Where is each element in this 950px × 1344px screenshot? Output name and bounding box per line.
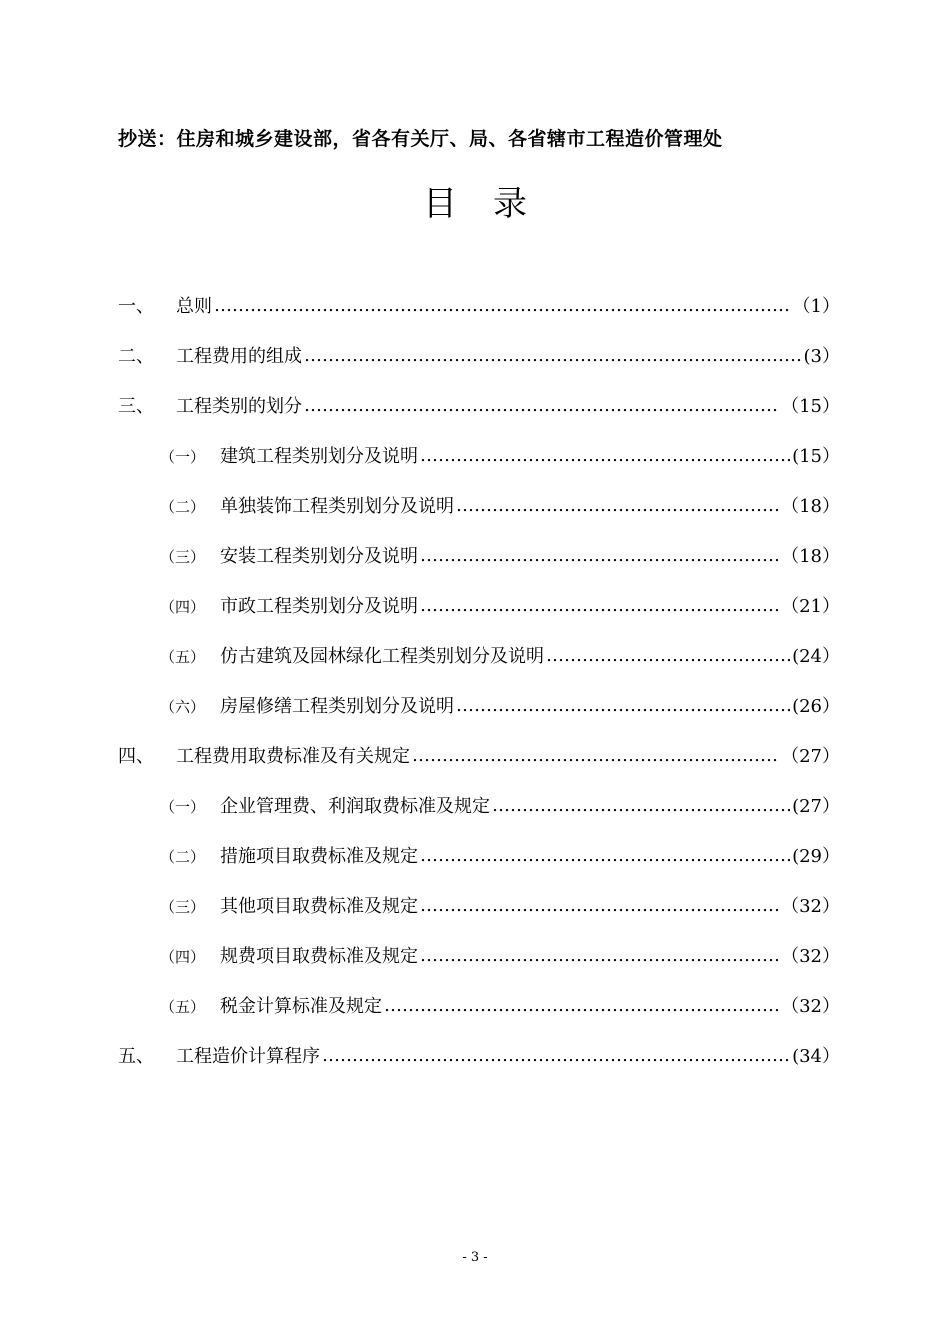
toc-entry-label: 其他项目取费标准及规定 [220,896,418,917]
toc-entry[interactable] [160,992,840,1020]
toc-entry-page: (15） [792,446,840,467]
toc-entry-page: （1） [792,296,840,317]
toc-entry-label: 工程费用取费标准及有关规定 [176,746,410,767]
toc-entry-number: （五） [160,648,206,666]
toc-dot-leader [420,894,779,912]
toc-entry-page: (3） [803,346,840,367]
toc-entry-label: 工程类别的划分 [176,396,302,417]
toc-dot-leader [456,494,779,512]
toc-entry[interactable] [160,892,840,920]
toc-dot-leader [322,1044,790,1062]
toc-entry[interactable] [160,692,840,720]
toc-entry-number: （五） [160,998,206,1016]
toc-entry-number: 四、 [118,746,154,767]
toc-entry-label: 房屋修缮工程类别划分及说明 [220,696,454,717]
toc-entry-label: 工程造价计算程序 [176,1046,320,1067]
cc-distribution-line: 抄送：住房和城乡建设部，省各有关厅、局、各省辖市工程造价管理处 [118,128,723,150]
toc-dot-leader [420,594,779,612]
toc-entry-label: 仿古建筑及园林绿化工程类别划分及说明 [220,646,544,667]
toc-dot-leader [420,944,779,962]
toc-dot-leader [384,994,779,1012]
toc-entry[interactable] [160,642,840,670]
toc-dot-leader [420,444,790,462]
toc-entry[interactable] [160,942,840,970]
toc-dot-leader [420,544,779,562]
toc-entry[interactable] [160,442,840,470]
toc-entry-page: （18） [781,496,840,517]
toc-entry-number: （六） [160,698,206,716]
toc-entry-label: 总则 [176,296,212,317]
toc-entry-number: （三） [160,548,206,566]
toc-entry-page: （27） [781,746,840,767]
toc-entry-number: （四） [160,598,206,616]
toc-entry-label: 措施项目取费标准及规定 [220,846,418,867]
toc-entry[interactable] [160,792,840,820]
toc-entry-label: 税金计算标准及规定 [220,996,382,1017]
toc-entry[interactable] [118,742,840,770]
toc-entry-number: 五、 [118,1046,154,1067]
toc-dot-leader [456,694,790,712]
toc-entry-page: (26） [792,696,840,717]
toc-entry-page: (34） [792,1046,840,1067]
toc-entry-number: 三、 [118,396,154,417]
toc-dot-leader [304,394,779,412]
toc-entry-page: （32） [781,896,840,917]
toc-dot-leader [304,344,802,362]
toc-dot-leader [214,294,791,312]
toc-entry[interactable] [160,542,840,570]
toc-entry-number: （一） [160,798,206,816]
toc-entry-label: 安装工程类别划分及说明 [220,546,418,567]
toc-dot-leader [492,794,790,812]
toc-entry-page: (29） [792,846,840,867]
toc-dot-leader [420,844,790,862]
toc-entry[interactable] [118,342,840,370]
toc-entry[interactable] [160,492,840,520]
toc-entry-page: (27） [792,796,840,817]
toc-entry-label: 市政工程类别划分及说明 [220,596,418,617]
toc-entry-label: 单独装饰工程类别划分及说明 [220,496,454,517]
toc-entry-page: （32） [781,996,840,1017]
toc-dot-leader [412,744,779,762]
toc-entry[interactable] [118,1042,840,1070]
toc-entry[interactable] [160,592,840,620]
toc-entry-page: （15） [781,396,840,417]
toc-entry[interactable] [160,842,840,870]
toc-entry-number: （二） [160,498,206,516]
toc-entry-label: 工程费用的组成 [176,346,302,367]
toc-entry-number: （一） [160,448,206,466]
toc-entry-number: （四） [160,948,206,966]
toc-entry-number: 一、 [118,296,154,317]
toc-entry-label: 企业管理费、利润取费标准及规定 [220,796,490,817]
toc-entry-page: （21） [781,596,840,617]
toc-entry-label: 规费项目取费标准及规定 [220,946,418,967]
toc-entry[interactable] [118,392,840,420]
toc-entry-number: （二） [160,848,206,866]
toc-entry[interactable] [118,292,840,320]
toc-entry-number: （三） [160,898,206,916]
toc-title: 目录 [423,184,563,224]
toc-dot-leader [546,644,790,662]
toc-entry-number: 二、 [118,346,154,367]
toc-entry-label: 建筑工程类别划分及说明 [220,446,418,467]
toc-entry-page: （32） [781,946,840,967]
toc-entry-page: （18） [781,546,840,567]
toc-entry-page: (24） [792,646,840,667]
page-number: - 3 - [462,1250,488,1265]
